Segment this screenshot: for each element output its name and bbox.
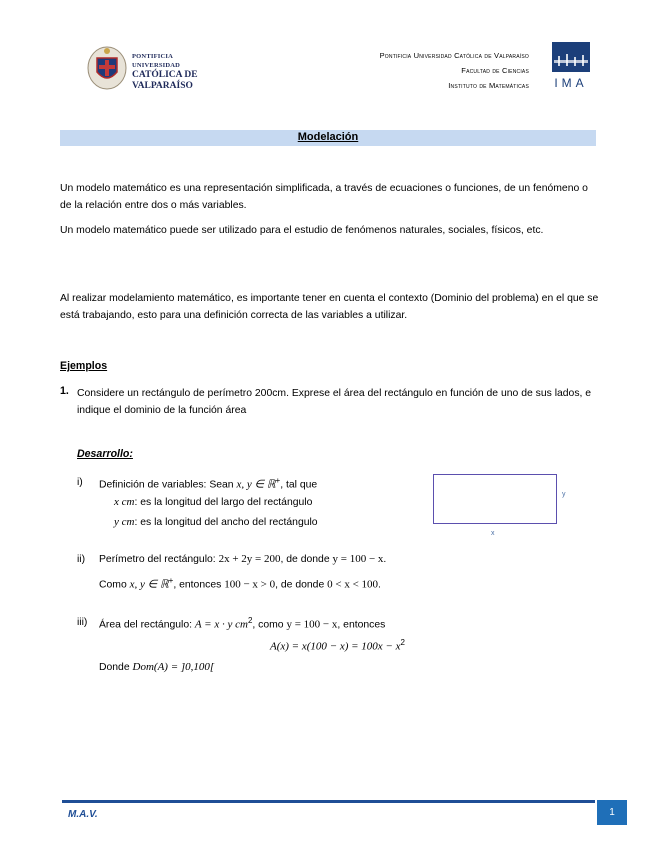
university-seal-logo (86, 44, 128, 90)
step-iii-line-1 (99, 616, 385, 630)
page-number: 1 (609, 807, 615, 818)
step-ii-text-c: . (383, 554, 387, 565)
step-ii-line2-math-b: 100 − x > 0 (224, 578, 276, 591)
step-iii-text-c: , entonces (337, 619, 386, 631)
step-i-line3-text: : es la longitud del ancho del rectángulo (134, 517, 318, 528)
development-heading: Desarrollo: (77, 448, 133, 460)
step-i-sup-a: + (275, 476, 281, 485)
step-iii-text-b: , como (252, 619, 287, 631)
footer-rule (62, 800, 595, 803)
page-number-badge (597, 800, 627, 825)
step-i-math-a: x, y ∈ ℝ (236, 478, 276, 491)
institution-university: Pontificia Universidad Católica de Valparaíso (379, 51, 529, 60)
logo-line-1: PONTIFICIA (132, 53, 174, 60)
rectangle-label-x: x (491, 530, 495, 537)
step-i-line-3 (114, 516, 318, 528)
step-iii-line3-text: Donde (99, 662, 133, 673)
step-ii-line2-math-c: 0 < x < 100 (327, 578, 379, 591)
step-ii-math-b: y = 100 − x (332, 553, 384, 565)
paragraph-2: Un modelo matemático puede ser utilizado para el estudio de fenómenos naturales, sociales, físicos, etc. (60, 225, 544, 236)
step-ii-line2-math-a: x, y ∈ ℝ (129, 578, 169, 591)
institution-block (380, 48, 529, 93)
step-iii-line-3 (99, 661, 214, 673)
ima-logo (552, 42, 590, 90)
paragraph-1: Un modelo matemático es una representación simplificada, a través de ecuaciones o funciones, de un fenómeno o de la relación entre dos o más variables. (60, 183, 588, 211)
step-i-label: i) (77, 477, 83, 488)
step-ii-line2-text-d: . (378, 579, 381, 591)
footer-initials: M.A.V. (68, 809, 98, 820)
step-ii-text-a: Perímetro del rectángulo: (99, 554, 219, 565)
step-ii-label: ii) (77, 554, 86, 565)
examples-heading: Ejemplos (60, 360, 108, 372)
step-ii-text-b: , de donde (280, 554, 333, 565)
step-iii-sup-a: 2 (247, 616, 253, 625)
step-ii-math-a: 2x + 2y = 200 (218, 553, 281, 565)
step-iii-line3-math: Dom(A) = ]0,100[ (132, 661, 215, 673)
example-statement: Considere un rectángulo de perímetro 200cm. Exprese el área del rectángulo en función de uno de sus lados, e indique el dominio de la función área (77, 388, 592, 416)
step-i-line3-math: y cm (114, 516, 135, 528)
logo-line-4: VALPARAÍSO (132, 81, 193, 91)
logo-line-3: CATÓLICA DE (132, 70, 198, 80)
step-iii-math-b: y = 100 − x (286, 618, 338, 631)
paragraph-3: Al realizar modelamiento matemático, es importante tener en cuenta el contexto (Dominio del problema) en el que se está trabajando, esto para una definición correcta de las variables a utilizar. (60, 293, 599, 321)
ima-logo-label: IMA (554, 76, 588, 90)
step-ii-line-1 (99, 553, 386, 565)
step-iii-text-a: Área del rectángulo: (99, 619, 195, 631)
step-ii-line2-text-b: , entonces (173, 579, 225, 591)
rectangle-figure (433, 474, 557, 524)
example-number: 1. (60, 385, 69, 397)
institution-institute: Instituto de Matemáticas (448, 81, 529, 90)
rectangle-label-y: y (562, 491, 566, 498)
step-ii-line2-text-a: Como (99, 579, 130, 591)
step-ii-line-2 (99, 576, 381, 590)
step-iii-line2-sup: 2 (400, 638, 405, 647)
step-iii-label: iii) (77, 617, 88, 628)
institution-faculty: Facultad de Ciencias (461, 66, 529, 75)
step-i-line2-math: x cm (114, 496, 135, 508)
step-i-line2-text: : es la longitud del largo del rectángulo (134, 497, 313, 508)
page-title: Modelación (297, 131, 359, 143)
step-i-line-2 (114, 496, 312, 508)
step-iii-line2-math: A(x) = x(100 − x) = 100x − x (270, 640, 401, 653)
step-ii-line2-sup: + (168, 576, 174, 585)
logo-line-2: UNIVERSIDAD (132, 62, 181, 69)
step-i-text-a: Definición de variables: Sean (99, 479, 237, 491)
step-iii-math-a: A = x · y cm (194, 618, 248, 631)
step-ii-line2-text-c: , de donde (275, 579, 328, 591)
university-logo-text (132, 52, 198, 92)
step-i-text-b: , tal que (280, 479, 318, 491)
step-i-line-1 (99, 476, 317, 490)
step-iii-line-2 (270, 638, 405, 652)
